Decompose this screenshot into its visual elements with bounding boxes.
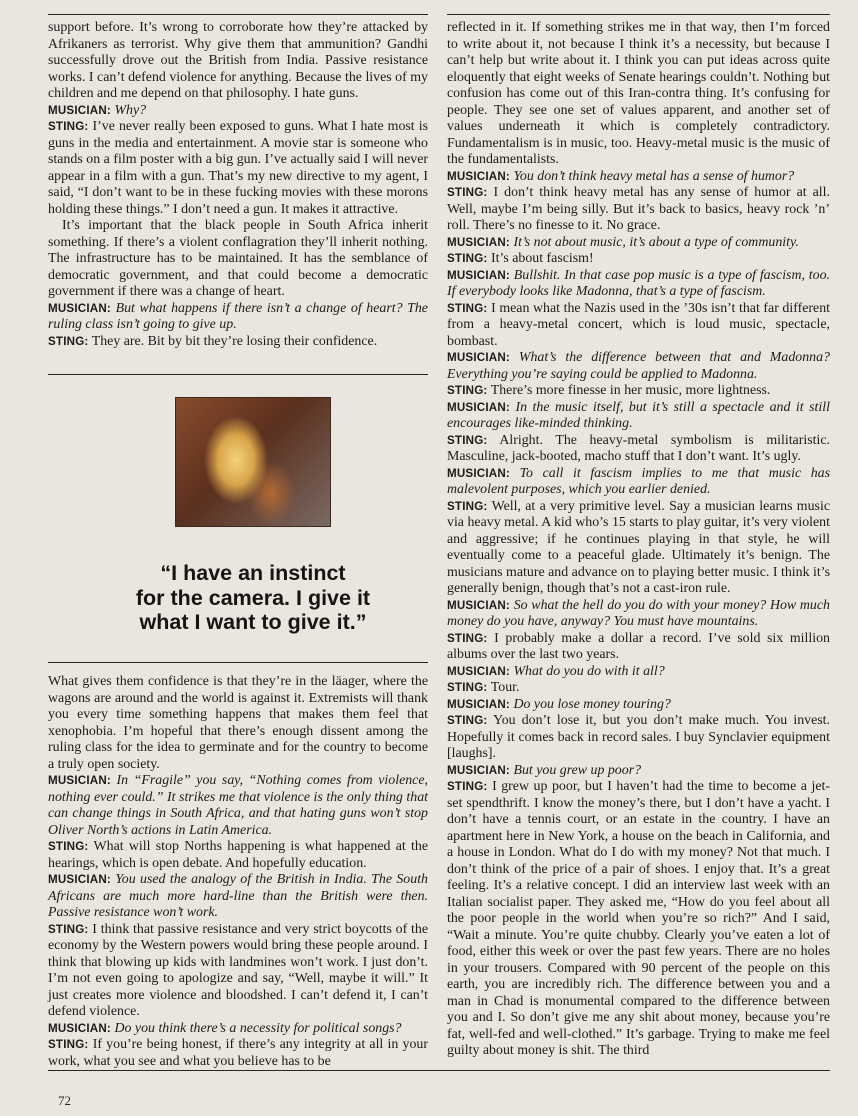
sting-answer (48, 839, 428, 872)
speaker-label: MUSICIAN: (48, 873, 111, 886)
left-column-lower (48, 674, 428, 1070)
pull-quote-line: for the camera. I give it (135, 585, 371, 610)
sting-answer (48, 334, 428, 351)
paragraph-text: In “Fragile” you say, “Nothing comes from violence, nothing ever could.” It strikes me that violence is the only thing that can change things in South Africa, and that hating guns won’t stop Oliver North’s actions in Latin America. (48, 773, 428, 838)
interviewer-question (447, 350, 830, 383)
paragraph-text: I’ve never really been exposed to guns. What I hate most is guns in the media and entertainment. A movie star is someone who stands on a film poster with a big gun. I’ve actually said I will never appear in a film with a gun. That’s my new directive to my agent, I said, “I don’t want to be in these fucking movies with these morons holding these things.” I don’t need a gun. It makes it attractive. (48, 119, 428, 217)
top-rule-left (48, 14, 428, 15)
bottom-rule (48, 1070, 830, 1071)
rule-below-quote (48, 662, 428, 663)
paragraph-text: Do you lose money touring? (513, 696, 671, 712)
paragraph-text: Alright. The heavy-metal symbolism is militaristic. Masculine, jack-booted, macho stuff that I don’t want. It’s ugly. (447, 432, 830, 464)
interviewer-question (447, 169, 830, 186)
rule-above-photo (48, 374, 428, 375)
paragraph-text: What’s the difference between that and Madonna? Everything you’re saying could be applied to Madonna. (447, 350, 830, 382)
speaker-label: STING: (48, 120, 89, 133)
body-paragraph (48, 218, 428, 301)
speaker-label: STING: (48, 334, 89, 348)
paragraph-text: In the music itself, but it’s still a spectacle and it still encourages like-minded thinking. (447, 399, 830, 431)
paragraph-text: What will stop Norths happening is what happened at the hearings, which is open debate. And hopefully education. (48, 839, 428, 871)
interviewer-question (48, 773, 428, 839)
paragraph-text: You used the analogy of the British in India. The South Africans are much more hard-line than the British were then. Passive resistance won’t work. (48, 872, 428, 920)
speaker-label: STING: (48, 1038, 89, 1051)
interviewer-question (48, 1021, 428, 1038)
sting-answer (447, 631, 830, 664)
paragraph-text: But you grew up poor? (513, 762, 642, 778)
sting-answer (48, 922, 428, 1021)
paragraph-text: Why? (114, 102, 147, 118)
speaker-label: MUSICIAN: (447, 400, 510, 414)
interviewer-question (447, 664, 830, 681)
pull-quote-line: “I have an instinct (160, 561, 346, 585)
interviewer-question (447, 268, 830, 301)
paragraph-text: support before. It’s wrong to corroborate how they’re attacked by Afrikaners as terrorist. Why give them that ammunition? Gandhi successfully drove out the British from India. Passive resistance works. I can’t defend violence for anything. Because the lives of my children and me depend on that philosophy. I hate guns. (48, 20, 428, 101)
paragraph-text: I grew up poor, but I haven’t had the time to become a jet-set spendthrift. I know the money’s there, but I don’t have a yacht. I don’t have a tennis court, or an estate in the country. I have an apartment here in New York, a house on the beach in California, and a house in London. What do I do with my money? Not that much. I don’t think of the price of a pair of shoes. I enjoy that. It’s a great feeling. It’s a relative concept. I did an interview last week with an Italian socialist paper. They asked me, “How do you feel about all the poor people in the world when you’re so rich?” And I said, “Wait a minute. You’re quite chubby. Clearly you’ve eaten a lot of food, either this week or over the past few years. There are no holes in your trousers. Compared with 90 percent of the people on this earth, you are incredibly rich. The difference between you and a man in Chad is monumental compared to the difference between you and I. So don’t give me any shit about money, because you’re fat, well-fed and well-clothed.” It’s garbage. Trying to make me feel guilty about money is shit. The third (447, 779, 831, 1058)
speaker-label: STING: (48, 840, 89, 853)
body-paragraph (48, 20, 428, 103)
paragraph-text: They are. Bit by bit they’re losing their confidence. (91, 333, 378, 349)
paragraph-text: Tour. (490, 680, 520, 695)
sting-answer (447, 185, 830, 235)
speaker-label: MUSICIAN: (447, 268, 510, 282)
paragraph-text: Well, at a very primitive level. Say a musician learns music via heavy metal. A kid who’s 15 starts to play guitar, it’s very violent and aggressive; if he continues playing in that style, he will eventually come to a peaceful glade. Ultimately it’s benign. The musicians mature and advance on to playing better music. I think it’s generally benign, though that’s not a cast-iron rule. (447, 498, 830, 596)
paragraph-text: But what happens if there isn’t a change of heart? The ruling class isn’t going to give up. (48, 300, 428, 332)
sting-answer (48, 1037, 428, 1070)
interviewer-question (447, 598, 830, 631)
speaker-label: STING: (447, 252, 488, 265)
paragraph-text: To call it fascism implies to me that music has malevolent purposes, which you earlier denied. (447, 465, 830, 497)
paragraph-text: If you’re being honest, if there’s any integrity at all in your work, what you see and what you believe has to be (48, 1037, 428, 1069)
paragraph-text: I probably make a dollar a record. I’ve sold six million albums over the last two years. (447, 630, 830, 662)
speaker-label: MUSICIAN: (48, 774, 111, 787)
speaker-label: MUSICIAN: (447, 598, 510, 612)
paragraph-text: What gives them confidence is that they’re in the läager, where the wagons are around and the world is against it. Extremists will thank you every time something happens that makes them feel that xenophobia. I’m hopeful that there’s enough dissent among the ruling class for the idea to germinate and for the country to become a truly open society. (48, 674, 428, 772)
speaker-label: STING: (447, 433, 488, 447)
speaker-label: MUSICIAN: (48, 103, 111, 117)
interviewer-question (48, 301, 428, 334)
speaker-label: STING: (48, 922, 89, 936)
interviewer-question (447, 466, 830, 499)
paragraph-text: You don’t think heavy metal has a sense of humor? (513, 168, 795, 184)
sting-answer (48, 119, 428, 218)
speaker-label: STING: (447, 301, 488, 315)
paragraph-text: Bullshit. In that case pop music is a type of fascism, too. If everybody looks like Madonna, that’s a type of fascism. (447, 267, 830, 299)
paragraph-text: reflected in it. If something strikes me in that way, then I’m forced to write about it, not because I think it’s a necessity, but because I can’t help but write about it. I think you can put ideas across quite eloquently that eight weeks of Senate hearings couldn’t. Nothing but confusion has come out of this Iran-contra thing. It’s confusing for people. They see one set of values apparent, and another set of values underneath it which is completely contradictory. Fundamentalism is in music, too. Heavy-metal music is the music of the fundamentalists. (447, 20, 830, 167)
sting-answer (447, 680, 830, 697)
interviewer-question (447, 763, 830, 780)
speaker-label: STING: (447, 384, 488, 397)
speaker-label: STING: (447, 499, 488, 513)
speaker-label: MUSICIAN: (447, 351, 510, 364)
paragraph-text: It’s about fascism! (490, 251, 594, 266)
interviewer-question (48, 872, 428, 922)
left-column-upper (48, 20, 428, 350)
speaker-label: STING: (447, 186, 488, 199)
sting-answer (447, 499, 830, 598)
speaker-label: STING: (447, 714, 488, 727)
interviewer-question (48, 103, 428, 120)
sting-answer (447, 251, 830, 268)
speaker-label: STING: (447, 780, 488, 793)
speaker-label: STING: (447, 681, 488, 694)
sting-answer (447, 301, 830, 351)
interviewer-question (447, 697, 830, 714)
interviewer-question (447, 235, 830, 252)
speaker-label: MUSICIAN: (447, 466, 510, 480)
sting-answer (447, 713, 830, 763)
paragraph-text: So what the hell do you do with your money? How much money do you have, anyway? You must have mountains. (447, 597, 830, 629)
right-column (447, 20, 830, 1060)
speaker-label: MUSICIAN: (48, 1021, 111, 1035)
speaker-label: STING: (447, 631, 488, 645)
sting-answer (447, 383, 830, 400)
body-paragraph (48, 674, 428, 773)
paragraph-text: It’s important that the black people in South Africa inherit something. If there’s a violent conflagration they’ll inherit nothing. The infrastructure has to be maintained. It has the semblance of democratic government, and that could become a democratic government if there was a change of heart. (48, 218, 428, 299)
paragraph-text: What do you do with it all? (513, 663, 665, 679)
speaker-label: MUSICIAN: (447, 697, 510, 711)
paragraph-text: It’s not about music, it’s about a type of community. (513, 234, 799, 250)
paragraph-text: There’s more finesse in her music, more lightness. (490, 383, 771, 398)
speaker-label: MUSICIAN: (447, 169, 510, 183)
body-paragraph (447, 20, 830, 169)
sting-answer (447, 433, 830, 466)
interviewer-question (447, 400, 830, 433)
speaker-label: MUSICIAN: (447, 664, 510, 678)
speaker-label: MUSICIAN: (48, 301, 111, 315)
paragraph-text: I don’t think heavy metal has any sense of humor at all. Well, maybe I’m being silly. But it’s back to basics, heavy rock ’n’ roll. There’s no finesse to it. No grace. (447, 185, 830, 233)
sting-answer (447, 779, 830, 1060)
speaker-label: MUSICIAN: (447, 763, 510, 777)
paragraph-text: I mean what the Nazis used in the ’30s isn’t that far different from a heavy-metal concert, which is loud music, spectacle, bombast. (447, 300, 830, 349)
page-number: 72 (58, 1093, 71, 1108)
paragraph-text: I think that passive resistance and very strict boycotts of the economy by the Western powers would bring these people around. I think that blowing up kids with landmines won’t work. I just don’t. I’m not even going to apologize and say, “Well, maybe it will.” It just creates more violence and bloodshed. I can’t defend it, I can’t defend violence. (48, 921, 428, 1019)
paragraph-text: You don’t lose it, but you don’t make much. You invest. Hopefully it comes back in record sales. I buy Synclavier equipment [laughs]. (447, 713, 830, 761)
paragraph-text: Do you think there’s a necessity for political songs? (114, 1020, 402, 1036)
speaker-label: MUSICIAN: (447, 235, 510, 249)
pull-quote (98, 561, 408, 635)
top-rule-right (447, 14, 830, 15)
pull-quote-line: what I want to give it.” (139, 610, 367, 634)
portrait-photo (175, 397, 331, 527)
